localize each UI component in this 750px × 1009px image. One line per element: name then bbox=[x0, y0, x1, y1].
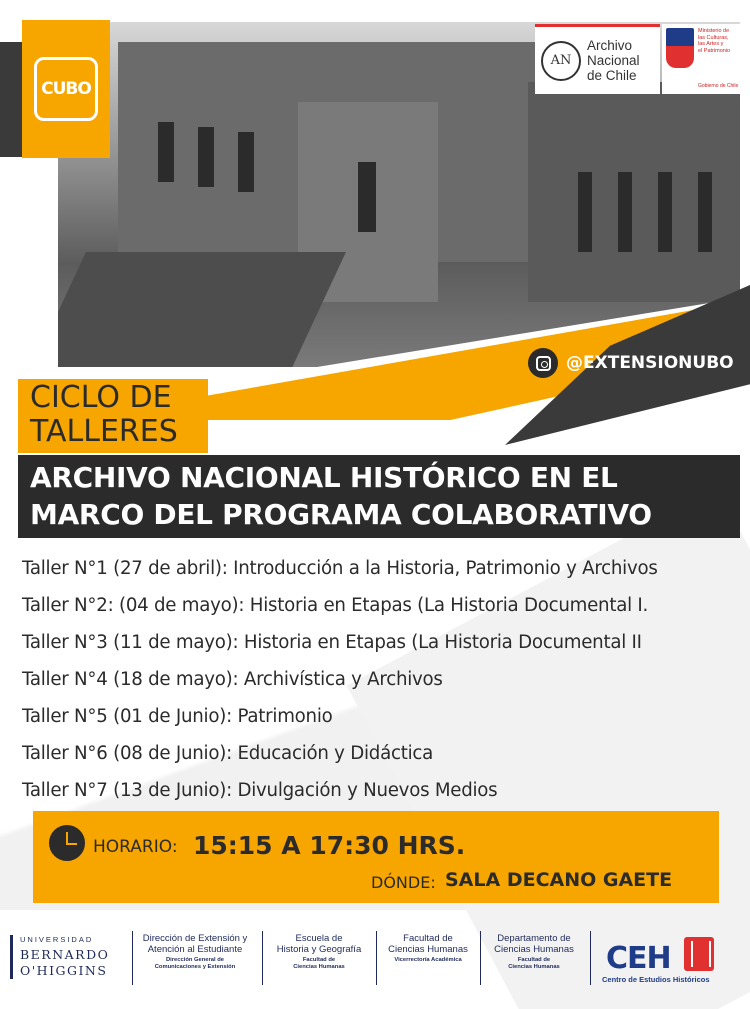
footer-col-extension bbox=[136, 933, 254, 971]
col4-s2: Ciencias Humanas bbox=[508, 964, 560, 970]
col3-t2: Ciencias Humanas bbox=[388, 944, 468, 955]
archivo-line3: de Chile bbox=[587, 68, 637, 83]
ceh-logo bbox=[598, 935, 743, 990]
ciclo-label bbox=[18, 379, 208, 453]
cubo-logo bbox=[22, 20, 110, 158]
col4-t2: Ciencias Humanas bbox=[494, 944, 574, 955]
ministerio-line1: Ministerio de bbox=[698, 28, 730, 34]
footer-divider bbox=[262, 931, 263, 985]
col1-t1: Dirección de Extensión y bbox=[142, 933, 248, 944]
donde-label: DÓNDE: bbox=[371, 873, 436, 892]
archivo-line2: Nacional bbox=[587, 53, 640, 68]
col4-s1: Facultad de bbox=[517, 957, 551, 963]
ministerio-line2: las Culturas, bbox=[698, 34, 729, 41]
footer-divider bbox=[480, 931, 481, 985]
book-icon bbox=[684, 937, 714, 971]
horario-box bbox=[33, 811, 719, 903]
ministerio-foot: Gobierno de Chile bbox=[698, 83, 739, 89]
list-item: Taller N°7 (13 de Junio): Divulgación y Nuevos Medios bbox=[22, 780, 498, 801]
ciclo-line1: CICLO DE bbox=[30, 380, 172, 415]
footer-divider bbox=[132, 931, 133, 985]
col1-t2: Atención al Estudiante bbox=[147, 944, 243, 955]
archivo-nacional-logo bbox=[535, 24, 660, 94]
ubo-line-top: UNIVERSIDAD bbox=[20, 935, 94, 944]
footer-divider bbox=[376, 931, 377, 985]
donde-value: SALA DECANO GAETE bbox=[445, 869, 673, 891]
ceh-name: Centro de Estudios Históricos bbox=[602, 975, 710, 984]
footer-logos bbox=[0, 925, 750, 995]
instagram-handle[interactable] bbox=[528, 348, 734, 378]
list-item: Taller N°6 (08 de Junio): Educación y Didáctica bbox=[22, 743, 434, 764]
title-line1: ARCHIVO NACIONAL HISTÓRICO EN EL bbox=[30, 461, 618, 494]
talleres-list bbox=[22, 550, 742, 809]
col1-s1: Dirección General de bbox=[166, 957, 224, 963]
page-title bbox=[18, 455, 740, 538]
ubo-line-mid: BERNARDO bbox=[20, 947, 110, 962]
chile-shield-icon bbox=[666, 28, 694, 68]
footer-col-departamento bbox=[482, 933, 586, 971]
list-item: Taller N°1 (27 de abril): Introducción a la Historia, Patrimonio y Archivos bbox=[22, 558, 658, 579]
ministerio-line4: el Patrimonio bbox=[698, 47, 731, 54]
col3-t1: Facultad de bbox=[403, 933, 453, 944]
instagram-icon bbox=[528, 348, 558, 378]
col3-s1: Vicerrectoría Académica bbox=[394, 957, 462, 963]
ciclo-line2: TALLERES bbox=[30, 414, 178, 449]
list-item: Taller N°5 (01 de Junio): Patrimonio bbox=[22, 706, 333, 727]
ministerio-line3: las Artes y bbox=[698, 41, 724, 47]
ministerio-logo bbox=[662, 24, 740, 94]
footer-divider bbox=[590, 931, 591, 985]
footer-col-facultad bbox=[378, 933, 478, 964]
footer-col-escuela bbox=[265, 933, 373, 971]
cubo-logo-mark: CUBO bbox=[34, 57, 98, 121]
ubo-line-bot: O'HIGGINS bbox=[20, 963, 108, 978]
clock-icon bbox=[49, 825, 85, 861]
list-item: Taller N°4 (18 de mayo): Archivística y Archivos bbox=[22, 669, 443, 690]
col1-s2: Comunicaciones y Extensión bbox=[154, 964, 236, 970]
title-line2: MARCO DEL PROGRAMA COLABORATIVO bbox=[30, 498, 652, 531]
col2-s2: Ciencias Humanas bbox=[293, 964, 345, 970]
ceh-abbr: CEH bbox=[606, 941, 671, 976]
archivo-seal-icon: AN bbox=[541, 41, 581, 81]
col2-t2: Historia y Geografía bbox=[276, 944, 362, 955]
list-item: Taller N°2: (04 de mayo): Historia en Etapas (La Historia Documental I. bbox=[22, 595, 649, 616]
list-item: Taller N°3 (11 de mayo): Historia en Etapas (La Historia Documental II bbox=[22, 632, 642, 653]
horario-label: HORARIO: bbox=[93, 837, 178, 857]
col2-s1: Facultad de bbox=[302, 957, 336, 963]
col2-t1: Escuela de bbox=[295, 933, 343, 944]
archivo-line1: Archivo bbox=[587, 38, 633, 53]
horario-time: 15:15 A 17:30 HRS. bbox=[193, 831, 466, 860]
instagram-handle-text: @EXTENSIONUBO bbox=[566, 353, 734, 373]
ubo-logo bbox=[10, 933, 125, 983]
col4-t1: Departamento de bbox=[497, 933, 571, 944]
